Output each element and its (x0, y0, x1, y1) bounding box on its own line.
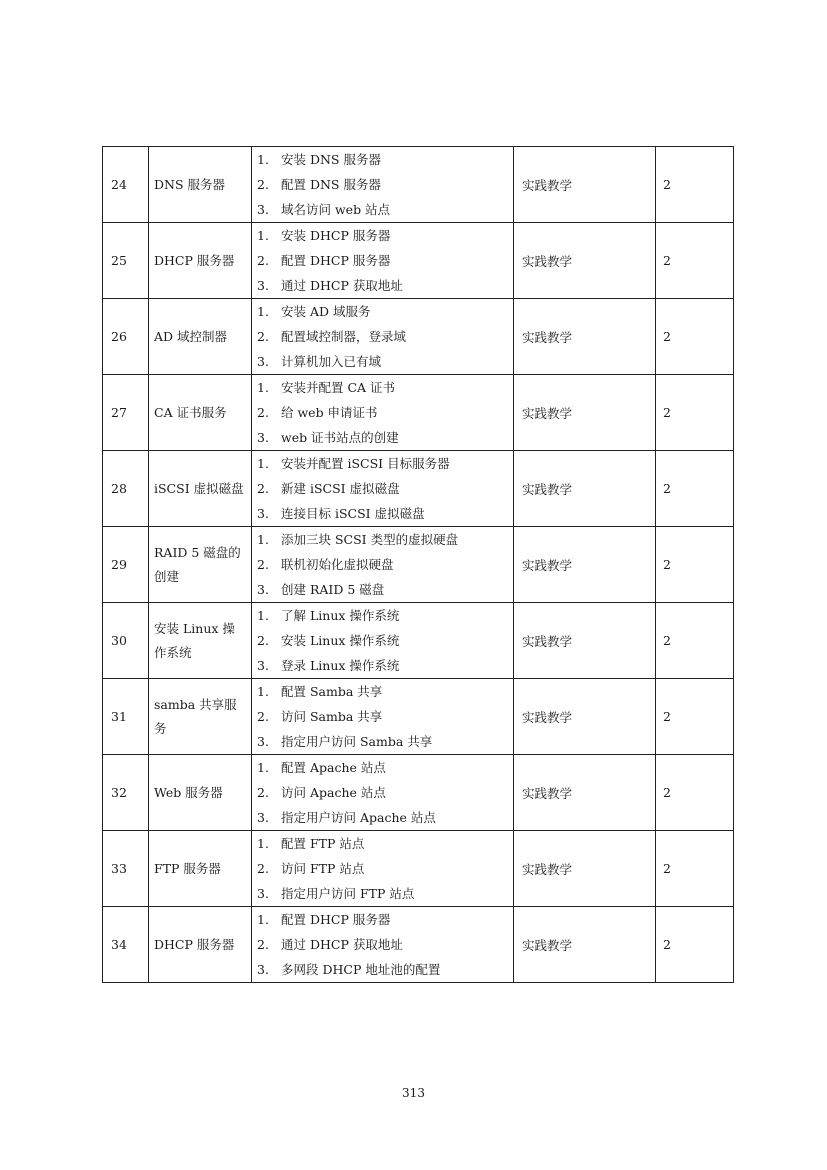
step-text: 安装 Linux 操作系统 (281, 633, 400, 648)
step-list (257, 527, 513, 602)
teaching-type: 实践教学 (514, 299, 656, 375)
class-hours: 2 (656, 831, 734, 907)
step-list (257, 223, 513, 298)
step-number: 2. (257, 481, 269, 496)
class-hours: 2 (656, 147, 734, 223)
step-text: 连接目标 iSCSI 虚拟磁盘 (281, 506, 425, 521)
row-number: 34 (103, 907, 149, 983)
teaching-type: 实践教学 (514, 375, 656, 451)
step-item (257, 273, 513, 298)
project-name: DHCP 服务器 (149, 907, 252, 983)
project-content (252, 147, 514, 223)
step-text: 联机初始化虚拟硬盘 (281, 557, 394, 572)
step-text: web 证书站点的创建 (281, 430, 399, 445)
project-name: FTP 服务器 (149, 831, 252, 907)
row-number: 30 (103, 603, 149, 679)
step-item (257, 172, 513, 197)
class-hours: 2 (656, 527, 734, 603)
project-content (252, 375, 514, 451)
project-content (252, 451, 514, 527)
step-number: 1. (257, 532, 269, 547)
step-text: 添加三块 SCSI 类型的虚拟硬盘 (281, 532, 459, 547)
step-text: 创建 RAID 5 磁盘 (281, 582, 385, 597)
step-item (257, 476, 513, 501)
step-text: 域名访问 web 站点 (281, 202, 391, 217)
project-content (252, 527, 514, 603)
step-item (257, 147, 513, 172)
step-number: 3. (257, 202, 269, 217)
row-number: 32 (103, 755, 149, 831)
step-item (257, 552, 513, 577)
step-item (257, 501, 513, 526)
class-hours: 2 (656, 375, 734, 451)
teaching-type: 实践教学 (514, 451, 656, 527)
step-number: 1. (257, 760, 269, 775)
course-table (102, 146, 734, 983)
step-number: 3. (257, 582, 269, 597)
step-list (257, 907, 513, 982)
step-item (257, 729, 513, 754)
project-name: iSCSI 虚拟磁盘 (149, 451, 252, 527)
course-table-body (103, 147, 734, 983)
step-text: 访问 Samba 共享 (281, 709, 383, 724)
project-name: 安装 Linux 操作系统 (149, 603, 252, 679)
step-item (257, 375, 513, 400)
row-number: 26 (103, 299, 149, 375)
step-text: 通过 DHCP 获取地址 (281, 937, 403, 952)
project-name: CA 证书服务 (149, 375, 252, 451)
step-item (257, 349, 513, 374)
step-number: 1. (257, 684, 269, 699)
step-item (257, 932, 513, 957)
project-content (252, 223, 514, 299)
teaching-type: 实践教学 (514, 907, 656, 983)
table-row (103, 223, 734, 299)
project-name: DHCP 服务器 (149, 223, 252, 299)
class-hours: 2 (656, 603, 734, 679)
step-number: 2. (257, 405, 269, 420)
teaching-type: 实践教学 (514, 831, 656, 907)
step-item (257, 223, 513, 248)
step-text: 配置 Samba 共享 (281, 684, 383, 699)
step-number: 3. (257, 354, 269, 369)
project-name: DNS 服务器 (149, 147, 252, 223)
row-number: 27 (103, 375, 149, 451)
step-number: 2. (257, 709, 269, 724)
step-list (257, 831, 513, 906)
step-text: 新建 iSCSI 虚拟磁盘 (281, 481, 400, 496)
class-hours: 2 (656, 223, 734, 299)
step-text: 配置 DNS 服务器 (281, 177, 381, 192)
table-row (103, 831, 734, 907)
step-item (257, 755, 513, 780)
row-number: 25 (103, 223, 149, 299)
table-row (103, 451, 734, 527)
step-number: 3. (257, 430, 269, 445)
step-item (257, 805, 513, 830)
table-row (103, 375, 734, 451)
class-hours: 2 (656, 451, 734, 527)
step-item (257, 603, 513, 628)
table-row (103, 907, 734, 983)
step-list (257, 375, 513, 450)
step-number: 3. (257, 886, 269, 901)
class-hours: 2 (656, 679, 734, 755)
step-text: 通过 DHCP 获取地址 (281, 278, 403, 293)
page-number: 313 (402, 1086, 425, 1100)
step-list (257, 603, 513, 678)
step-text: 访问 Apache 站点 (281, 785, 386, 800)
step-item (257, 704, 513, 729)
step-item (257, 425, 513, 450)
step-text: 了解 Linux 操作系统 (281, 608, 400, 623)
step-number: 2. (257, 177, 269, 192)
step-number: 2. (257, 861, 269, 876)
step-item (257, 299, 513, 324)
project-name: AD 域控制器 (149, 299, 252, 375)
step-item (257, 907, 513, 932)
row-number: 31 (103, 679, 149, 755)
step-number: 1. (257, 912, 269, 927)
project-content (252, 907, 514, 983)
step-text: 安装并配置 iSCSI 目标服务器 (281, 456, 450, 471)
step-item (257, 780, 513, 805)
table-row (103, 679, 734, 755)
step-text: 访问 FTP 站点 (281, 861, 365, 876)
project-content (252, 755, 514, 831)
teaching-type: 实践教学 (514, 603, 656, 679)
teaching-type: 实践教学 (514, 679, 656, 755)
step-item (257, 400, 513, 425)
project-content (252, 831, 514, 907)
step-item (257, 197, 513, 222)
step-text: 安装 DNS 服务器 (281, 152, 381, 167)
step-item (257, 856, 513, 881)
step-text: 指定用户访问 Samba 共享 (281, 734, 433, 749)
table-row (103, 527, 734, 603)
table-row (103, 603, 734, 679)
step-number: 1. (257, 304, 269, 319)
step-number: 3. (257, 962, 269, 977)
project-name: samba 共享服务 (149, 679, 252, 755)
step-item (257, 957, 513, 982)
step-item (257, 248, 513, 273)
step-text: 给 web 申请证书 (281, 405, 378, 420)
step-item (257, 324, 513, 349)
step-text: 安装并配置 CA 证书 (281, 380, 396, 395)
step-number: 2. (257, 253, 269, 268)
step-item (257, 679, 513, 704)
step-text: 指定用户访问 FTP 站点 (281, 886, 415, 901)
step-number: 3. (257, 734, 269, 749)
table-row (103, 299, 734, 375)
project-name: Web 服务器 (149, 755, 252, 831)
step-item (257, 527, 513, 552)
step-item (257, 451, 513, 476)
step-item (257, 831, 513, 856)
teaching-type: 实践教学 (514, 147, 656, 223)
step-number: 1. (257, 152, 269, 167)
step-item (257, 628, 513, 653)
project-content (252, 679, 514, 755)
step-number: 3. (257, 506, 269, 521)
step-list (257, 451, 513, 526)
step-number: 1. (257, 836, 269, 851)
step-text: 安装 DHCP 服务器 (281, 228, 391, 243)
step-text: 多网段 DHCP 地址池的配置 (281, 962, 441, 977)
row-number: 24 (103, 147, 149, 223)
step-item (257, 577, 513, 602)
step-number: 2. (257, 633, 269, 648)
step-item (257, 881, 513, 906)
step-number: 2. (257, 937, 269, 952)
class-hours: 2 (656, 299, 734, 375)
table-row (103, 147, 734, 223)
row-number: 33 (103, 831, 149, 907)
step-number: 1. (257, 228, 269, 243)
project-content (252, 603, 514, 679)
project-name: RAID 5 磁盘的创建 (149, 527, 252, 603)
step-text: 登录 Linux 操作系统 (281, 658, 400, 673)
step-list (257, 755, 513, 830)
teaching-type: 实践教学 (514, 755, 656, 831)
step-list (257, 299, 513, 374)
teaching-type: 实践教学 (514, 223, 656, 299)
class-hours: 2 (656, 907, 734, 983)
class-hours: 2 (656, 755, 734, 831)
step-number: 1. (257, 608, 269, 623)
step-text: 配置 Apache 站点 (281, 760, 386, 775)
teaching-type: 实践教学 (514, 527, 656, 603)
step-text: 安装 AD 域服务 (281, 304, 371, 319)
step-number: 3. (257, 658, 269, 673)
step-text: 配置 DHCP 服务器 (281, 253, 391, 268)
project-content (252, 299, 514, 375)
step-number: 3. (257, 278, 269, 293)
step-list (257, 147, 513, 222)
step-number: 2. (257, 785, 269, 800)
step-number: 2. (257, 329, 269, 344)
step-text: 配置 FTP 站点 (281, 836, 365, 851)
step-number: 2. (257, 557, 269, 572)
step-text: 配置域控制器，登录域 (281, 329, 407, 344)
step-text: 指定用户访问 Apache 站点 (281, 810, 436, 825)
step-list (257, 679, 513, 754)
step-number: 1. (257, 380, 269, 395)
step-item (257, 653, 513, 678)
row-number: 29 (103, 527, 149, 603)
row-number: 28 (103, 451, 149, 527)
step-number: 1. (257, 456, 269, 471)
table-row (103, 755, 734, 831)
step-number: 3. (257, 810, 269, 825)
step-text: 配置 DHCP 服务器 (281, 912, 391, 927)
step-text: 计算机加入已有域 (281, 354, 382, 369)
